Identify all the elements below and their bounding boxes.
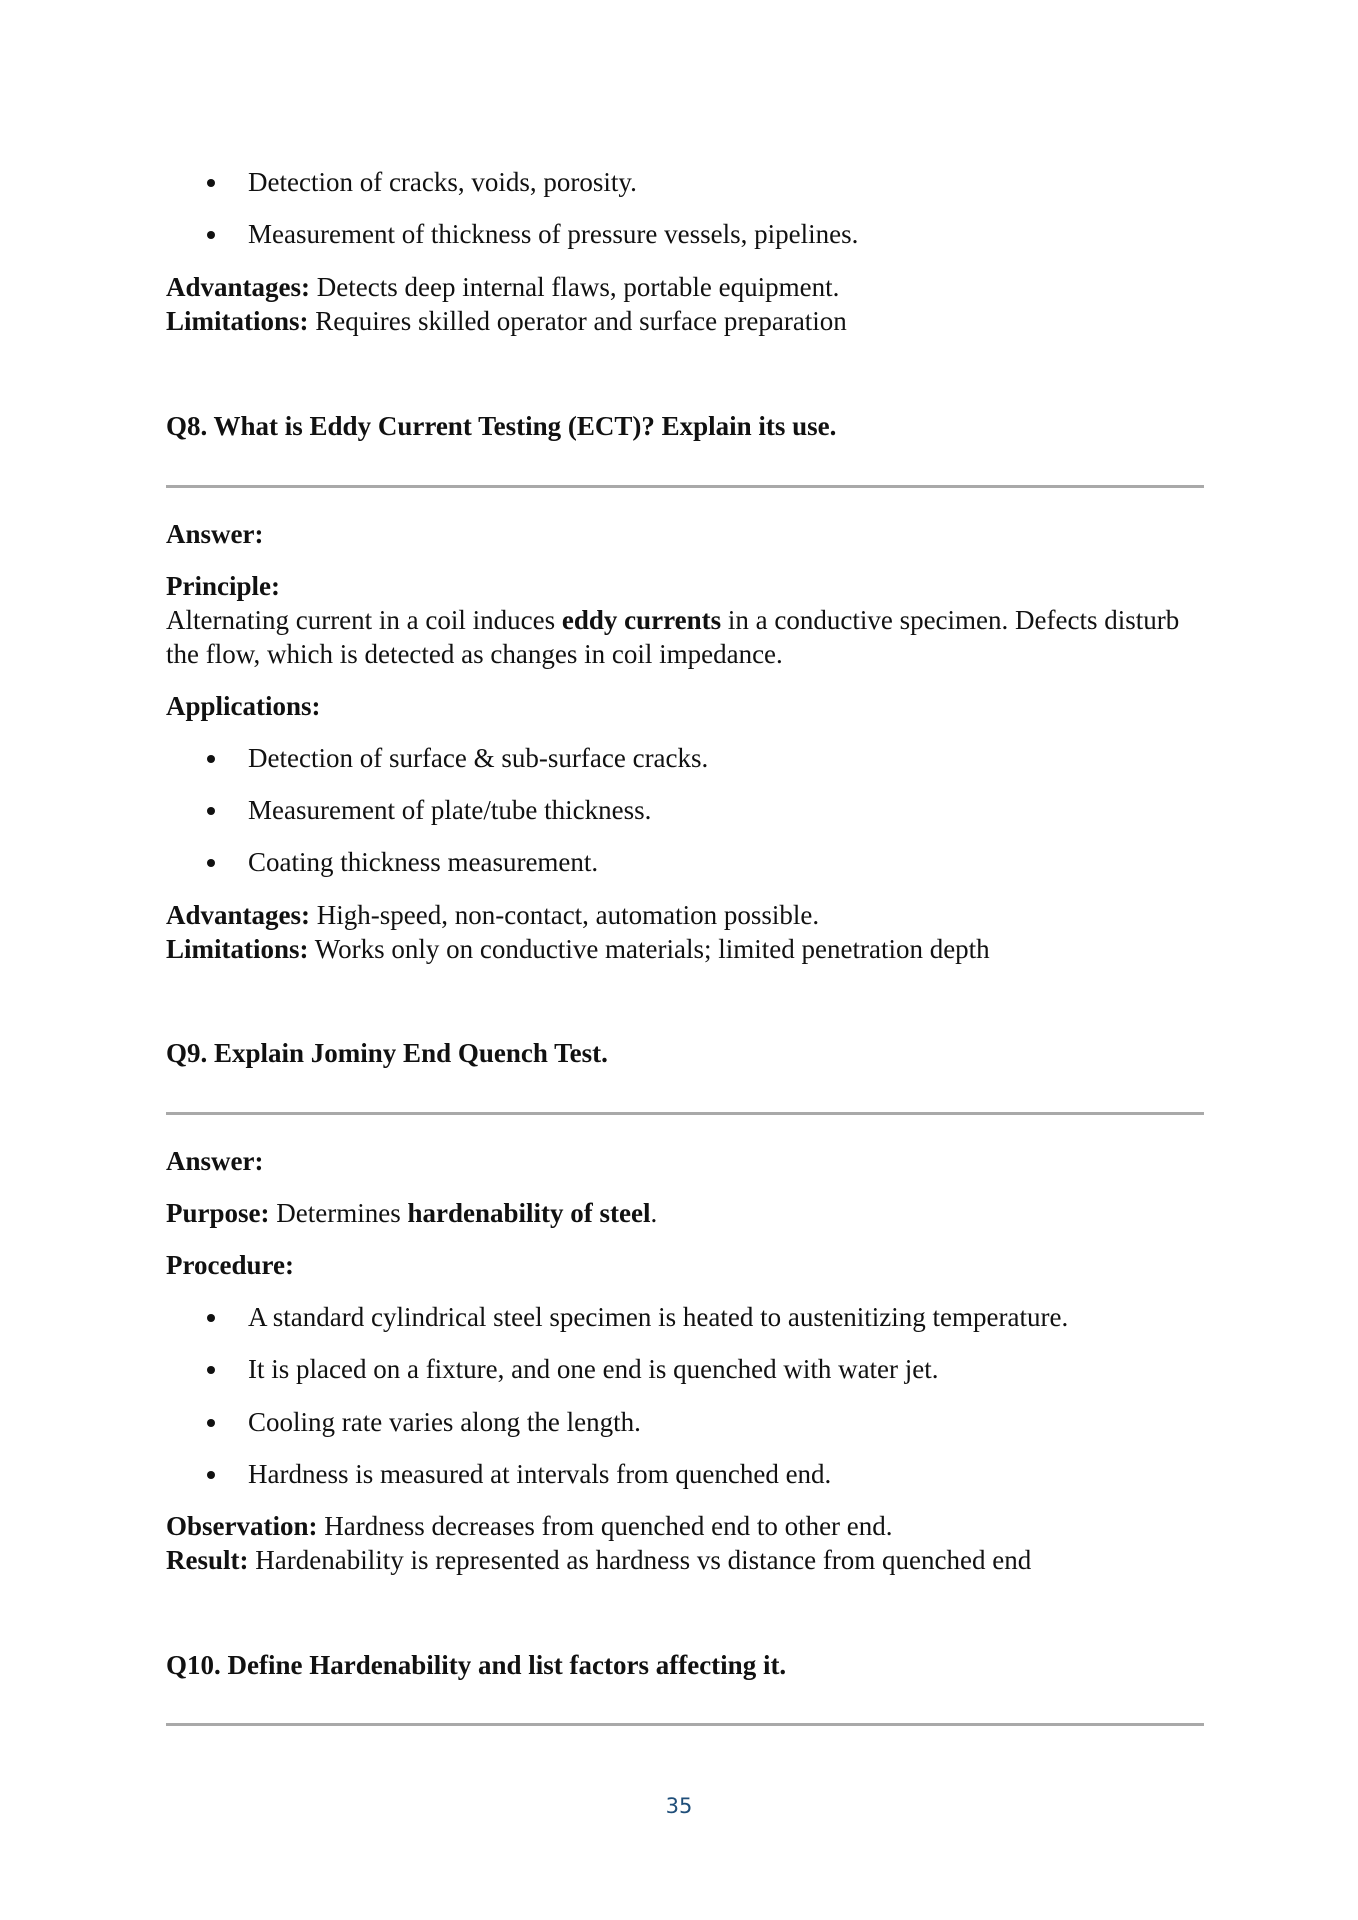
advantages-label: Advantages: <box>166 272 311 302</box>
answer-label: Answer: <box>166 519 264 549</box>
purpose-end: . <box>650 1198 658 1228</box>
principle-text-part: Alternating current in a coil induces <box>166 605 562 635</box>
observation-text: Hardness decreases from quenched end to other end. <box>317 1511 893 1541</box>
principle-text-part: in a conductive specimen. Defects disturb <box>721 605 1180 635</box>
limitations-text: Works only on conductive materials; limited penetration depth <box>308 934 990 964</box>
limitations-line <box>166 932 990 966</box>
bullet-dot-icon <box>207 231 215 239</box>
limitations-line <box>166 304 847 338</box>
question-heading: Q9. Explain Jominy End Quench Test. <box>166 1038 608 1068</box>
bullet-dot-icon <box>207 755 215 763</box>
result-line <box>166 1543 1031 1577</box>
purpose-text: Determines <box>269 1198 408 1228</box>
list-item-text: Detection of surface & sub-surface cracks. <box>248 743 709 773</box>
procedure-label: Procedure: <box>166 1250 294 1280</box>
list-item-text: A standard cylindrical steel specimen is heated to austenitizing temperature. <box>248 1302 1069 1332</box>
advantages-line <box>166 898 819 932</box>
limitations-label: Limitations: <box>166 934 309 964</box>
bullet-dot-icon <box>207 859 215 867</box>
purpose-label: Purpose: <box>166 1198 270 1228</box>
principle-label: Principle: <box>166 571 280 601</box>
question-heading: Q8. What is Eddy Current Testing (ECT)? Explain its use. <box>166 411 837 441</box>
principle-text <box>166 603 1179 637</box>
bullet-dot-icon <box>207 1471 215 1479</box>
list-item-text: Coating thickness measurement. <box>248 847 599 877</box>
list-item-text: Hardness is measured at intervals from quenched end. <box>248 1459 832 1489</box>
bullet-dot-icon <box>207 179 215 187</box>
purpose-line <box>166 1196 657 1230</box>
horizontal-rule <box>166 1723 1204 1726</box>
limitations-label: Limitations: <box>166 306 309 336</box>
list-item-text: Detection of cracks, voids, porosity. <box>248 167 637 197</box>
bullet-dot-icon <box>207 1366 215 1374</box>
advantages-text: Detects deep internal flaws, portable equipment. <box>310 272 840 302</box>
list-item-text: Measurement of thickness of pressure vessels, pipelines. <box>248 219 859 249</box>
answer-label: Answer: <box>166 1146 264 1176</box>
horizontal-rule <box>166 485 1204 488</box>
limitations-text: Requires skilled operator and surface preparation <box>308 306 847 336</box>
observation-label: Observation: <box>166 1511 318 1541</box>
applications-label: Applications: <box>166 691 321 721</box>
bullet-dot-icon <box>207 1314 215 1322</box>
purpose-emphasis: hardenability of steel <box>407 1198 651 1228</box>
list-item-text: It is placed on a fixture, and one end is quenched with water jet. <box>248 1354 939 1384</box>
advantages-text: High-speed, non-contact, automation possible. <box>310 900 820 930</box>
principle-text-emphasis: eddy currents <box>561 605 722 635</box>
principle-text: the flow, which is detected as changes in coil impedance. <box>166 639 783 669</box>
list-item-text: Measurement of plate/tube thickness. <box>248 795 652 825</box>
observation-line <box>166 1509 893 1543</box>
advantages-label: Advantages: <box>166 900 311 930</box>
question-heading: Q10. Define Hardenability and list factors affecting it. <box>166 1650 787 1680</box>
list-item-text: Cooling rate varies along the length. <box>248 1407 641 1437</box>
bullet-dot-icon <box>207 807 215 815</box>
advantages-line <box>166 270 839 304</box>
bullet-dot-icon <box>207 1419 215 1427</box>
result-label: Result: <box>166 1545 249 1575</box>
page-number: 35 <box>665 1794 693 1818</box>
result-text: Hardenability is represented as hardness vs distance from quenched end <box>248 1545 1032 1575</box>
horizontal-rule <box>166 1112 1204 1115</box>
